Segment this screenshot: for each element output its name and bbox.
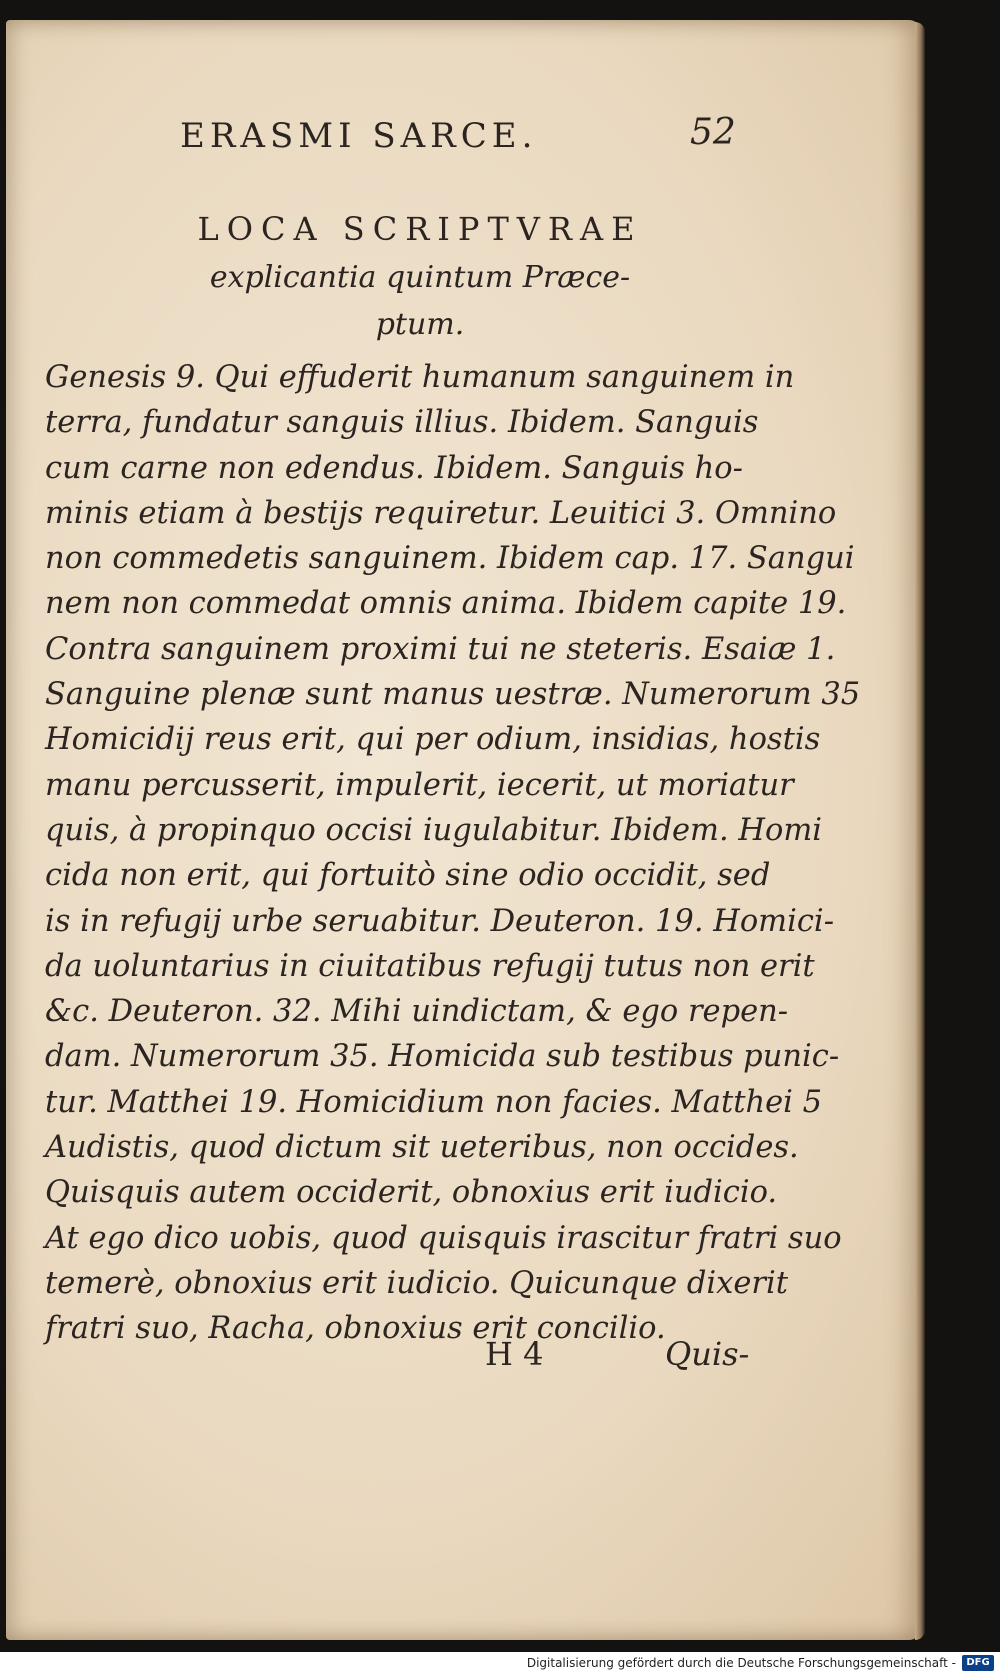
signature-mark: H 4	[485, 1335, 544, 1373]
text-line: dam. Numerorum 35. Homicida sub testibus punic-	[45, 1039, 840, 1075]
text-line: terra, fundatur sanguis illius. Ibidem. Sanguis	[45, 405, 759, 441]
text-line: temerè, obnoxius erit iudicio. Quicunque dixerit	[45, 1265, 789, 1301]
text-line: Quisquis autem occiderit, obnoxius erit iudicio.	[45, 1175, 778, 1211]
text-line: Homicidij reus erit, qui per odium, insidias, hostis	[45, 722, 821, 758]
text-line: &c. Deuteron. 32. Mihi uindictam, & ego repen-	[45, 994, 789, 1030]
heading-line: ptum.	[375, 307, 465, 342]
text-line: is in refugij urbe seruabitur. Deuteron. 19. Homici-	[45, 903, 834, 939]
heading-line: LOCA SCRIPTVRAE	[197, 210, 643, 248]
text-line: cida non erit, qui fortuitò sine odio occidit, sed	[45, 858, 771, 894]
dfg-logo: DFG	[962, 1655, 994, 1671]
text-line: tur. Matthei 19. Homicidium non facies. Matthei 5	[45, 1084, 823, 1120]
page-number: 52	[690, 112, 736, 153]
body-text	[45, 355, 861, 1352]
text-line: At ego dico uobis, quod quisquis irascitur fratri suo	[45, 1220, 842, 1256]
text-line: fratri suo, Racha, obnoxius erit concilio.	[45, 1311, 666, 1347]
text-line: Genesis 9. Qui effuderit humanum sanguinem in	[45, 360, 795, 395]
heading-line: explicantia quintum Præce-	[209, 260, 631, 295]
section-heading	[140, 210, 700, 342]
text-line: nem non commedat omnis anima. Ibidem capite 19.	[45, 586, 847, 622]
text-line: minis etiam à bestijs requiretur. Leuitici 3. Omnino	[45, 495, 837, 531]
funding-credit: Digitalisierung gefördert durch die Deutsche Forschungsgemeinschaft -	[526, 1656, 956, 1670]
text-line: cum carne non edendus. Ibidem. Sanguis ho-	[45, 450, 743, 486]
text-line: quis, à propinquo occisi iugulabitur. Ibidem. Homi	[45, 812, 822, 848]
text-line: da uoluntarius in ciuitatibus refugij tutus non erit	[45, 948, 815, 984]
catchword: Quis-	[665, 1335, 750, 1373]
text-line: Audistis, quod dictum sit ueteribus, non occides.	[45, 1130, 799, 1166]
page-edge	[915, 22, 925, 1640]
text-line: Sanguine plenæ sunt manus uestræ. Numerorum 35	[45, 677, 861, 713]
text-line: Contra sanguinem proximi tui ne steteris. Esaiæ 1.	[45, 631, 836, 667]
text-line: manu percusserit, impulerit, iecerit, ut moriatur	[45, 767, 794, 803]
text-line: non commedetis sanguinem. Ibidem cap. 17. Sangui	[45, 541, 855, 577]
running-head: ERASMI SARCE.	[180, 116, 538, 156]
